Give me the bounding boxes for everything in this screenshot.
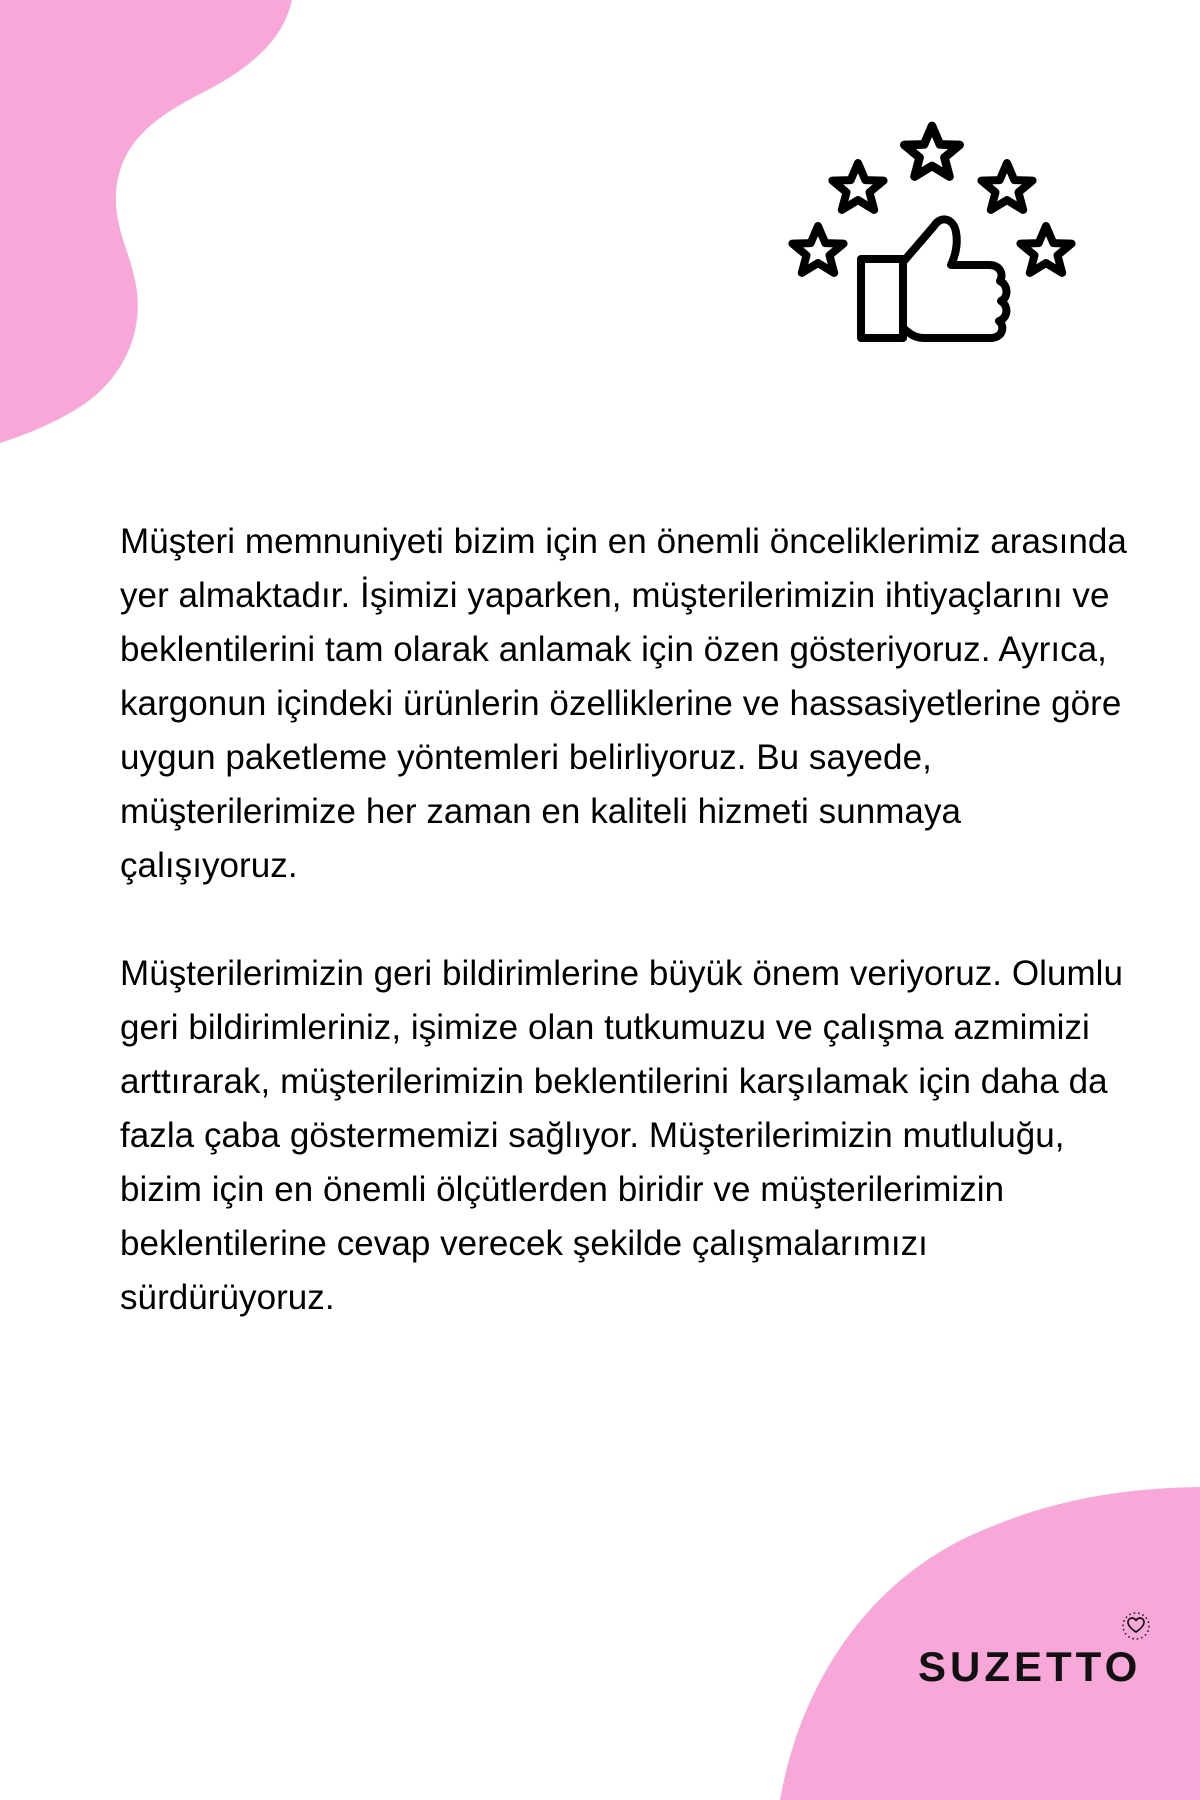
heart-circle-icon	[1118, 1608, 1154, 1644]
paragraph-customer-feedback: Müşterilerimizin geri bildirimlerine büyük önem veriyoruz. Olumlu geri bildirimleriniz, işimize olan tutkumuzu ve çalışma azmimizi arttırarak, müşterilerimizin beklentilerini karşılamak için daha da fazla çaba göstermemizi sağlıyor. Müşterilerimizin mutluluğu, bizim için en önemli ölçütlerden biridir ve müşterilerimizin beklentilerine cevap verecek şekilde çalışmalarımızı sürdürüyoruz.	[120, 954, 1124, 1317]
pink-blob-top-left	[0, 0, 300, 460]
brand-name: SUZETTO	[918, 1643, 1142, 1690]
brand-logo	[918, 1608, 1158, 1688]
content-area	[120, 515, 1130, 1325]
five-stars-thumbs-up-icon	[780, 110, 1080, 360]
paragraph-customer-satisfaction: Müşteri memnuniyeti bizim için en önemli önceliklerimiz arasında yer almaktadır. İşimizi yaparken, müşterilerimizin ihtiyaçlarını ve beklentilerini tam olarak anlamak için özen gösteriyoruz. Ayrıca, kargonun içindeki ürünlerin özelliklerine ve hassasiyetlerine göre uygun paketleme yöntemleri belirliyoruz. Bu sayede, müşterilerimize her zaman en kaliteli hizmeti sunmaya çalışıyoruz.	[120, 522, 1127, 885]
